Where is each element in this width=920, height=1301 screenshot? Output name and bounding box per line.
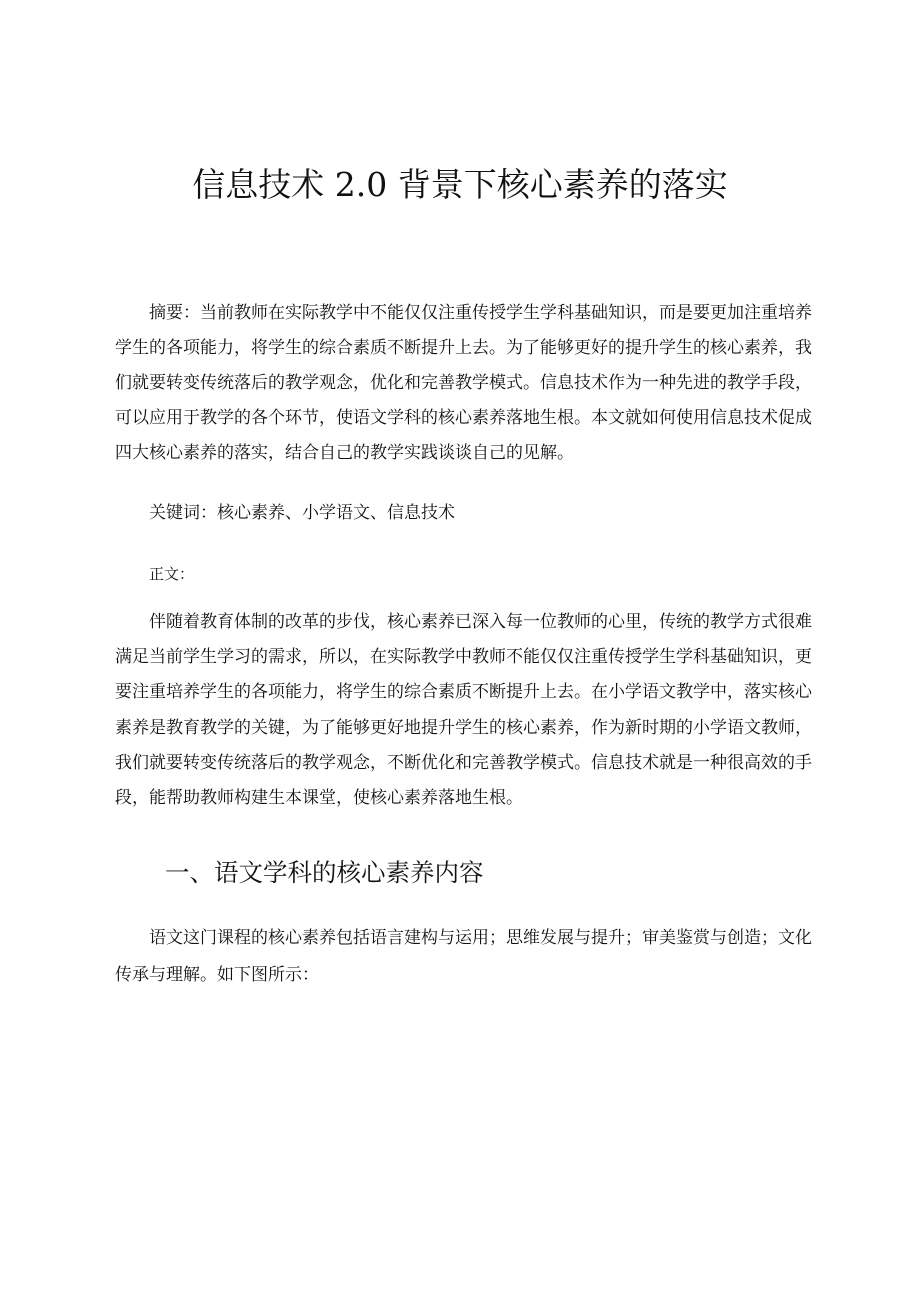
abstract-line: 学生的各项能力，将学生的综合素质不断提升上去。为了能够更好的提升学生的核心素养，我 [115, 338, 812, 358]
body-label: 正文： [149, 565, 195, 583]
abstract-line: 们就要转变传统落后的教学观念，优化和完善教学模式。信息技术作为一种先进的教学手段， [115, 373, 812, 393]
intro-line: 素养是教育教学的关键，为了能够更好地提升学生的核心素养，作为新时期的小学语文教师， [115, 717, 812, 738]
abstract-paragraph [115, 296, 812, 471]
document-title: 信息技术 2.0 背景下核心素养的落实 [192, 165, 728, 204]
section-paragraph [115, 920, 812, 994]
abstract-line: 摘要：当前教师在实际教学中不能仅仅注重传授学生学科基础知识，而是要更加注重培养 [149, 303, 812, 323]
intro-line: 满足当前学生学习的需求，所以，在实际教学中教师不能仅仅注重传授学生学科基础知识，更 [115, 647, 812, 668]
section-line: 传承与理解。如下图所示： [115, 965, 319, 985]
intro-line: 要注重培养学生的各项能力，将学生的综合素质不断提升上去。在小学语文教学中，落实核心 [115, 682, 812, 703]
intro-paragraph [115, 605, 812, 816]
abstract-line: 可以应用于教学的各个环节，使语文学科的核心素养落地生根。本文就如何使用信息技术促成 [115, 408, 812, 428]
section-heading: 一、语文学科的核心素养内容 [165, 858, 484, 887]
intro-line: 我们就要转变传统落后的教学观念，不断优化和完善教学模式。信息技术就是一种很高效的手 [115, 752, 812, 773]
keywords-line: 关键词：核心素养、小学语文、信息技术 [149, 503, 455, 523]
intro-line: 段，能帮助教师构建生本课堂，使核心素养落地生根。 [115, 787, 523, 808]
section-line: 语文这门课程的核心素养包括语言建构与运用；思维发展与提升；审美鉴赏与创造；文化 [149, 928, 812, 948]
abstract-line: 四大核心素养的落实，结合自己的教学实践谈谈自己的见解。 [115, 443, 574, 463]
intro-line: 伴随着教育体制的改革的步伐，核心素养已深入每一位教师的心里，传统的教学方式很难 [149, 612, 812, 632]
